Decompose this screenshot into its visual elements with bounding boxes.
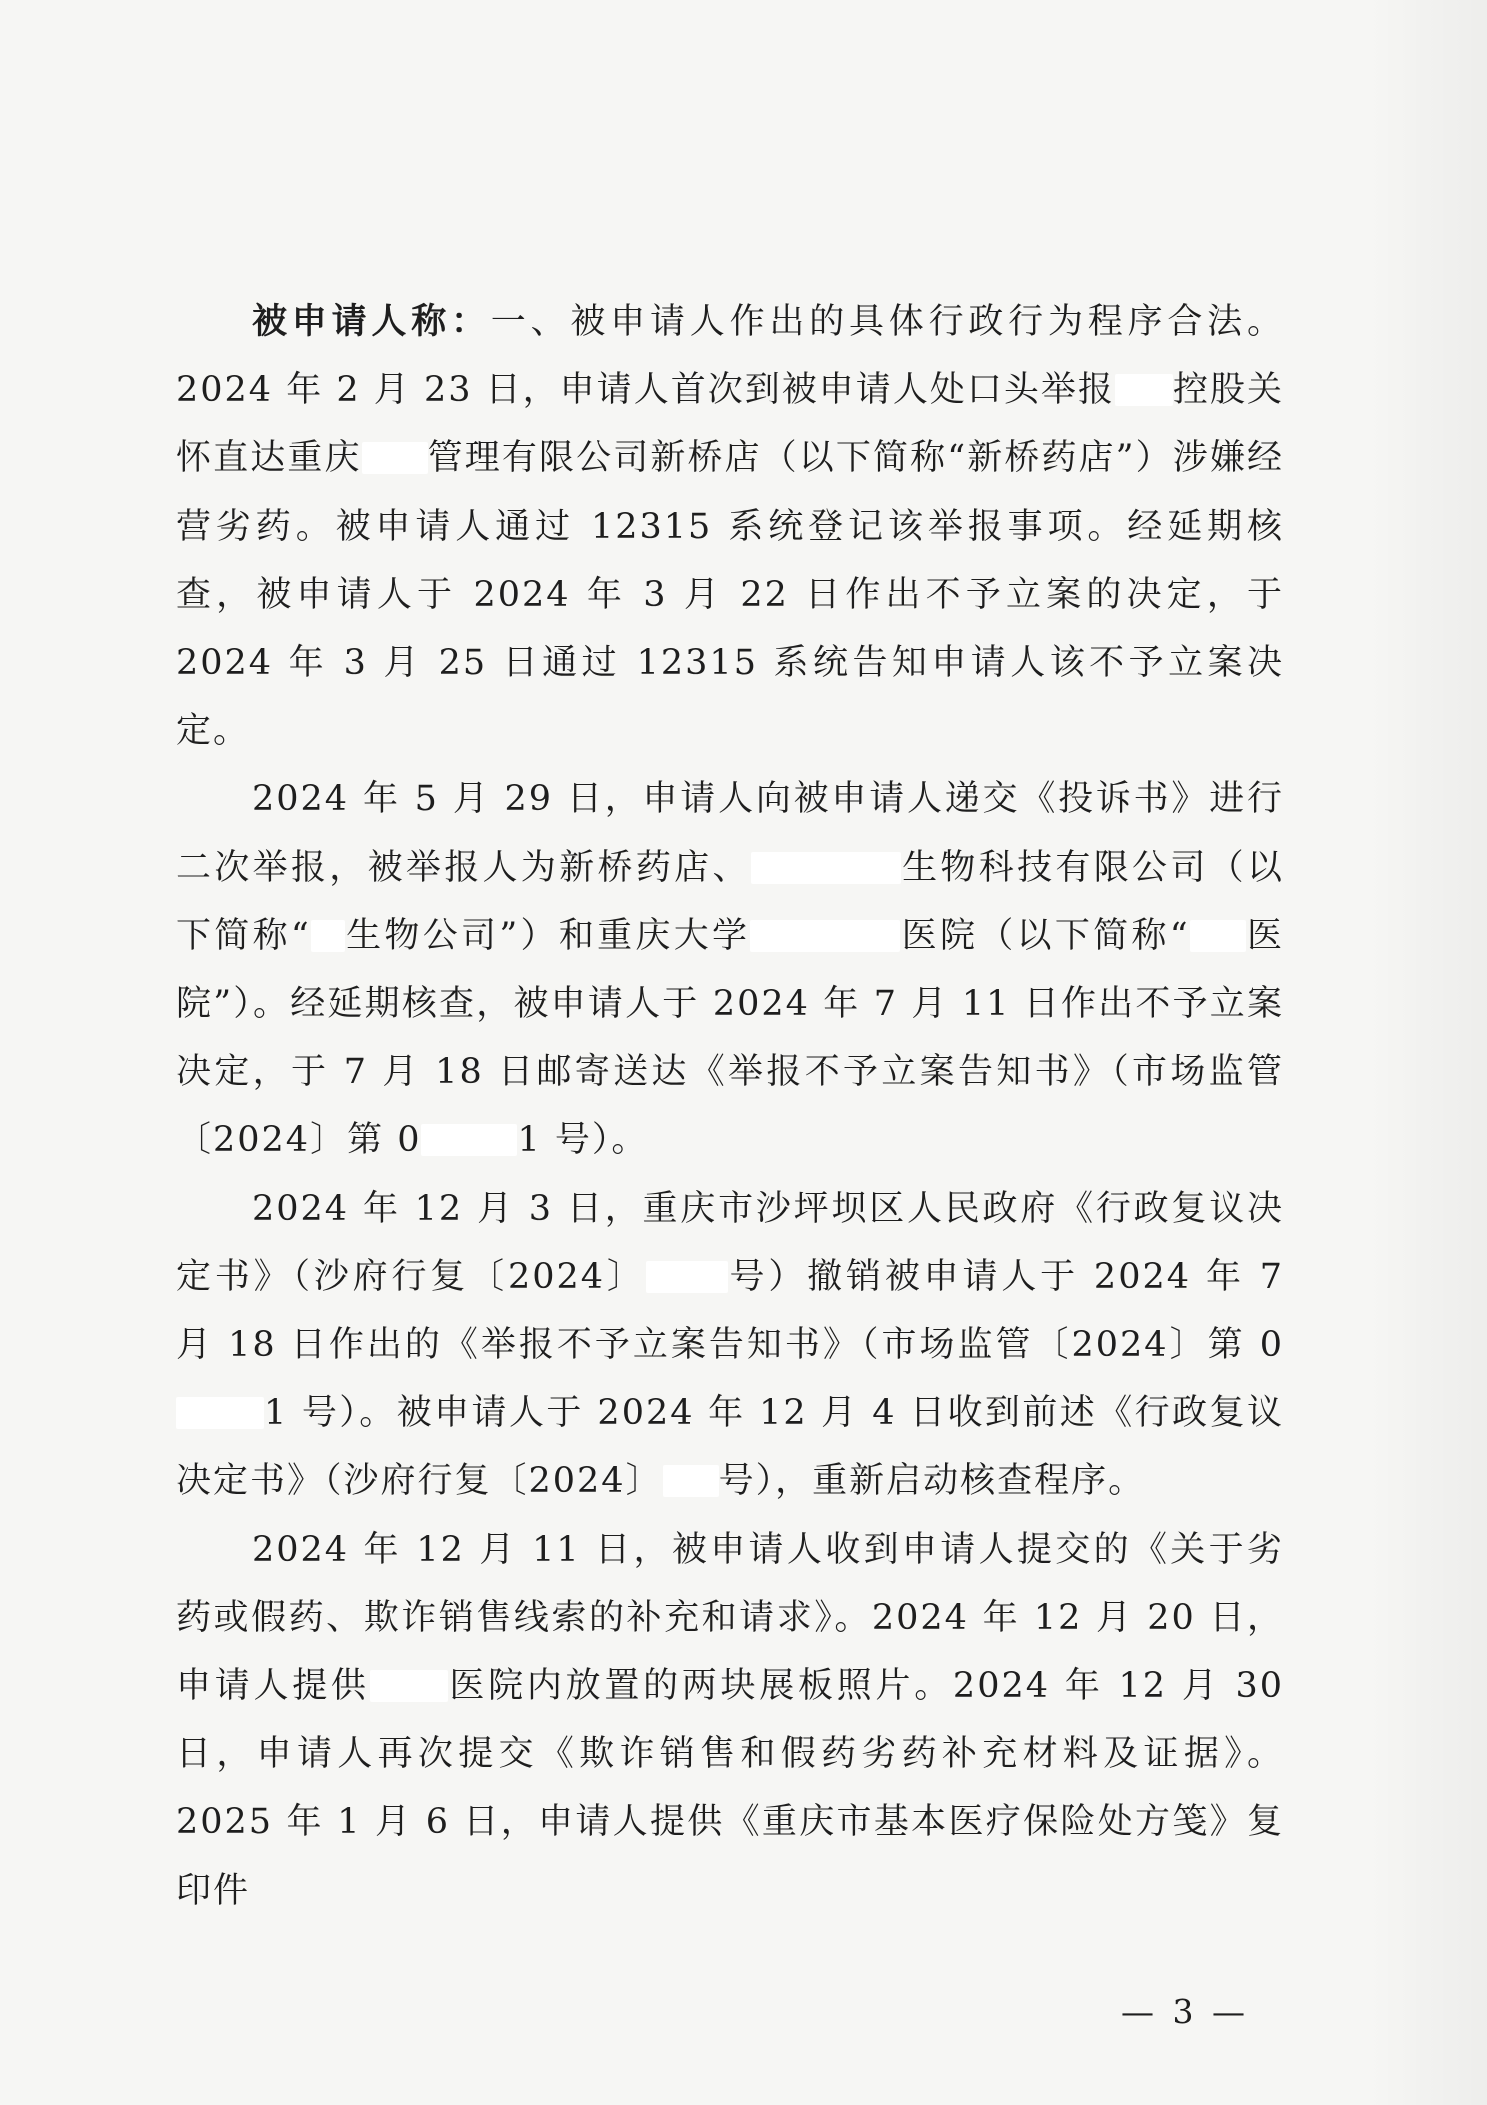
text-segment: 1 号）。被申请人于 2024 年 12 月 4 日收到前述《行政复议决定书》（沙府行复〔2024〕 bbox=[176, 1393, 1284, 1502]
text-segment: 2024 年 5 月 29 日，申请人向被申请人递交《投诉书》进行二次举报，被举报人为新桥药店、 bbox=[176, 779, 1284, 888]
text-segment: 医院内放置的两块展板照片。2024 年 12 月 30 日，申请人再次提交《欺诈销售和假药劣药补充材料及证据》。2025 年 1 月 6 日，申请人提供《重庆市基本医疗保险处方笺》复印件 bbox=[176, 1666, 1284, 1911]
text-segment: 号），重新启动核查程序。 bbox=[718, 1461, 1146, 1502]
text-segment: 生物公司”）和重庆大学 bbox=[344, 915, 751, 956]
redaction-block bbox=[370, 1670, 448, 1702]
paragraph-supplementary-materials bbox=[176, 1516, 1284, 1925]
text-segment: 生物科技有限公司（以下简称“ bbox=[176, 847, 1284, 956]
text-segment: 控股关怀直达重庆 bbox=[176, 370, 1284, 479]
redaction-block bbox=[646, 1261, 728, 1293]
redaction-block bbox=[750, 920, 900, 952]
text-segment: 号）撤销被申请人于 2024 年 7 月 18 日作出的《举报不予立案告知书》（市场监管〔2024〕第 0 bbox=[176, 1256, 1284, 1366]
paragraph-lead-heading: 被申请人称： bbox=[252, 302, 491, 342]
document-body bbox=[176, 288, 1284, 1925]
text-segment: 一、被申请人作出的具体行政行为程序合法。2024 年 2 月 23 日，申请人首次到被申请人处口头举报 bbox=[176, 302, 1284, 411]
text-segment: 1 号）。 bbox=[517, 1120, 649, 1161]
redaction-block bbox=[176, 1397, 264, 1429]
text-segment: 管理有限公司新桥店（以下简称“新桥药店”）涉嫌经营劣药。被申请人通过 12315 系统登记该举报事项。经延期核查，被申请人于 2024 年 3 月 22 日作出不予立案的决定，于 2024 年 3 月 25 日通过 12315 系统告知申请人该不予立案决定。 bbox=[176, 438, 1284, 752]
redaction-block bbox=[751, 852, 901, 884]
scan-edge-shadow bbox=[1367, 0, 1487, 2105]
redaction-block bbox=[311, 920, 345, 952]
redaction-block bbox=[1115, 374, 1173, 406]
paragraph-review-decision bbox=[176, 1175, 1284, 1516]
redaction-block bbox=[362, 442, 428, 474]
redaction-block bbox=[421, 1124, 517, 1156]
paragraph-respondent-statement bbox=[176, 288, 1284, 765]
redaction-block bbox=[1190, 920, 1246, 952]
text-segment: 医院（以下简称“ bbox=[900, 915, 1190, 956]
text-segment: 医院”）。经延期核查，被申请人于 2024 年 7 月 11 日作出不予立案决定，于 7 月 18 日邮寄送达《举报不予立案告知书》（市场监管〔2024〕第 0 bbox=[176, 915, 1284, 1161]
page-number: — 3 — bbox=[1121, 1992, 1249, 2031]
redaction-block bbox=[663, 1465, 719, 1497]
text-segment: 2024 年 12 月 11 日，被申请人收到申请人提交的《关于劣药或假药、欺诈销售线索的补充和请求》。2024 年 12 月 20 日，申请人提供 bbox=[176, 1529, 1284, 1707]
paragraph-second-report bbox=[176, 765, 1284, 1174]
text-segment: 2024 年 12 月 3 日，重庆市沙坪坝区人民政府《行政复议决定书》（沙府行复〔2024〕 bbox=[176, 1188, 1284, 1297]
